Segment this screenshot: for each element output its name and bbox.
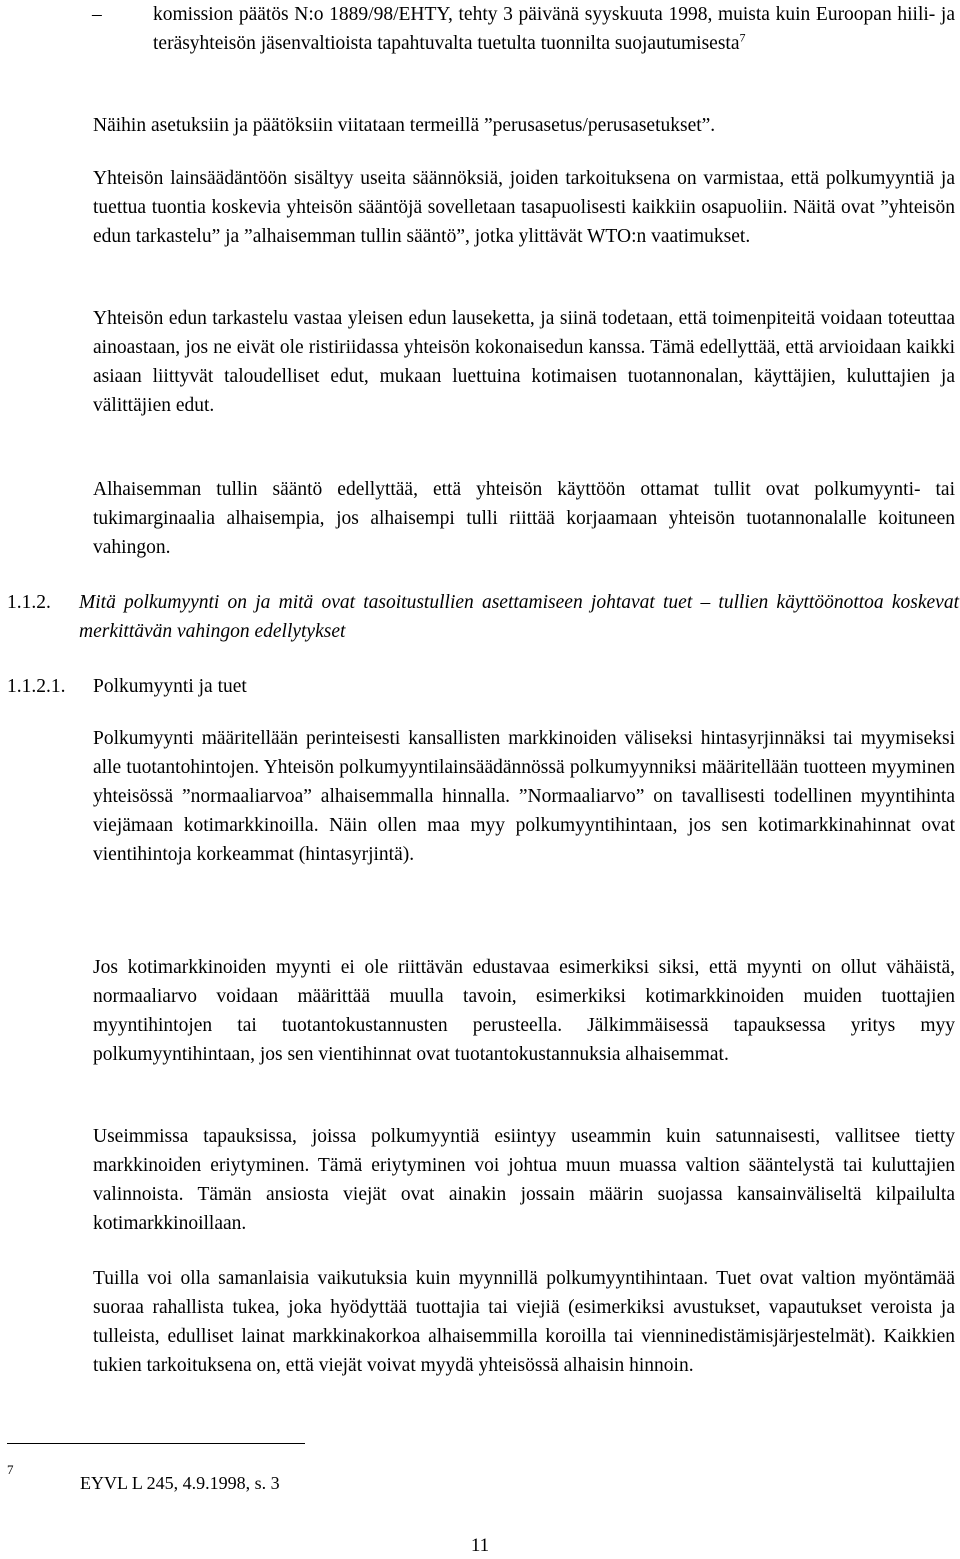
section-heading-title: Mitä polkumyynti on ja mitä ovat tasoitustullien asettamiseen johtavat tuet – tullien käyttöönottoa koskevat merkittävän vahingon edellytykset xyxy=(79,592,959,642)
subsection-heading-title: Polkumyynti ja tuet xyxy=(93,676,247,697)
list-item-text xyxy=(153,0,955,58)
list-dash-marker: – xyxy=(92,4,102,25)
paragraph-legislation: Yhteisön lainsäädäntöön sisältyy useita säännöksiä, joiden tarkoituksena on varmistaa, että polkumyyntiä ja tuettua tuontia koskevia yhteisön sääntöjä sovelletaan tasapuolisesti kaikkiin osapuoliin. Näitä ovat ”yhteisön edun tarkastelu” ja ”alhaisemman tullin sääntö”, jotka ylittävät WTO:n vaatimukset. xyxy=(93,168,955,247)
paragraph-dumping-definition: Polkumyynti määritellään perinteisesti kansallisten markkinoiden väliseksi hintasyrjinnäksi tai myymiseksi alle tuotantohintojen. Yhteisön polkumyyntilainsäädännössä polkumyynniksi määritellään tuotteen myyminen yhteisössä ”normaaliarvoa” alhaisemmalla hinnalla. ”Normaaliarvo” on tavallisesti todellinen myyntihinta viejämaan kotimarkkinoilla. Näin ollen maa myy polkumyyntihintaan, jos sen kotimarkkinahinnat ovat vientihintoja korkeammat (hintasyrjintä). xyxy=(93,728,955,865)
paragraph-normal-value: Jos kotimarkkinoiden myynti ei ole riittävän edustavaa esimerkiksi siksi, että myynti on ollut vähäistä, normaaliarvo voidaan määrittää muulla tavoin, esimerkiksi kotimarkkinoiden muiden tuottajien myyntihintojen tai tuotantokustannusten perusteella. Jälkimmäisessä tapauksessa yritys myy polkumyyntihintaan, jos sen vientihinnat ovat tuotantokustannuksia alhaisemmat. xyxy=(93,957,955,1065)
subsection-heading-number: 1.1.2.1. xyxy=(7,676,66,697)
section-heading-number: 1.1.2. xyxy=(7,592,51,613)
paragraph-terms: Näihin asetuksiin ja päätöksiin viitataan termeillä ”perusasetus/perusasetukset”. xyxy=(93,115,716,136)
list-item-body: komission päätös N:o 1889/98/EHTY, tehty 3 päivänä syyskuuta 1998, muista kuin Euroopan hiili- ja teräsyhteisön jäsenvaltioista tapahtuvalta tuetulta tuonnilta suojautumisesta xyxy=(153,4,955,54)
paragraph-community-interest: Yhteisön edun tarkastelu vastaa yleisen edun lauseketta, ja siinä todetaan, että toimenpiteitä voidaan toteuttaa ainoastaan, jos ne eivät ole ristiriidassa yhteisön kokonaisedun kanssa. Tämä edellyttää, että arvioidaan kaikki asiaan liittyvät taloudelliset edut, mukaan luettuina kotimaisen tuotannonalan, käyttäjien, kuluttajien ja välittäjien edut. xyxy=(93,308,955,416)
paragraph-market-segmentation: Useimmissa tapauksissa, joissa polkumyyntiä esiintyy useammin kuin satunnaisesti, vallitsee tietty markkinoiden eriytyminen. Tämä eriytyminen voi johtua muun muassa valtion sääntelystä tai kuluttajien valinnoista. Tämän ansiosta viejät ovat ainakin jossain määrin suojassa kansainväliseltä kilpailulta kotimarkkinoillaan. xyxy=(93,1126,955,1234)
footnote-mark: 7 xyxy=(7,1462,14,1477)
footnote-separator xyxy=(7,1443,305,1444)
page-number: 11 xyxy=(470,1535,490,1556)
footnote-text: EYVL L 245, 4.9.1998, s. 3 xyxy=(80,1473,280,1493)
paragraph-lesser-duty-rule: Alhaisemman tullin sääntö edellyttää, että yhteisön käyttöön ottamat tullit ovat polkumyynti- tai tukimarginaalia alhaisempia, jos alhaisempi tulli riittää korjaamaan yhteisön tuotannonalalle koituneen vahingon. xyxy=(93,479,955,558)
paragraph-subsidies: Tuilla voi olla samanlaisia vaikutuksia kuin myynnillä polkumyyntihintaan. Tuet ovat valtion myöntämää suoraa rahallista tukea, joka hyödyttää tuottajia tai viejiä (esimerkiksi avustukset, vapautukset veroista ja tulleista, edulliset lainat markkinakorkoa alhaisemmilla koroilla tai vienninedistämisjärjestelmät). Kaikkien tukien tarkoituksena on, että viejät voivat myydä yhteisössä alhaisin hinnoin. xyxy=(93,1268,955,1376)
footnote-reference[interactable]: 7 xyxy=(739,30,746,45)
